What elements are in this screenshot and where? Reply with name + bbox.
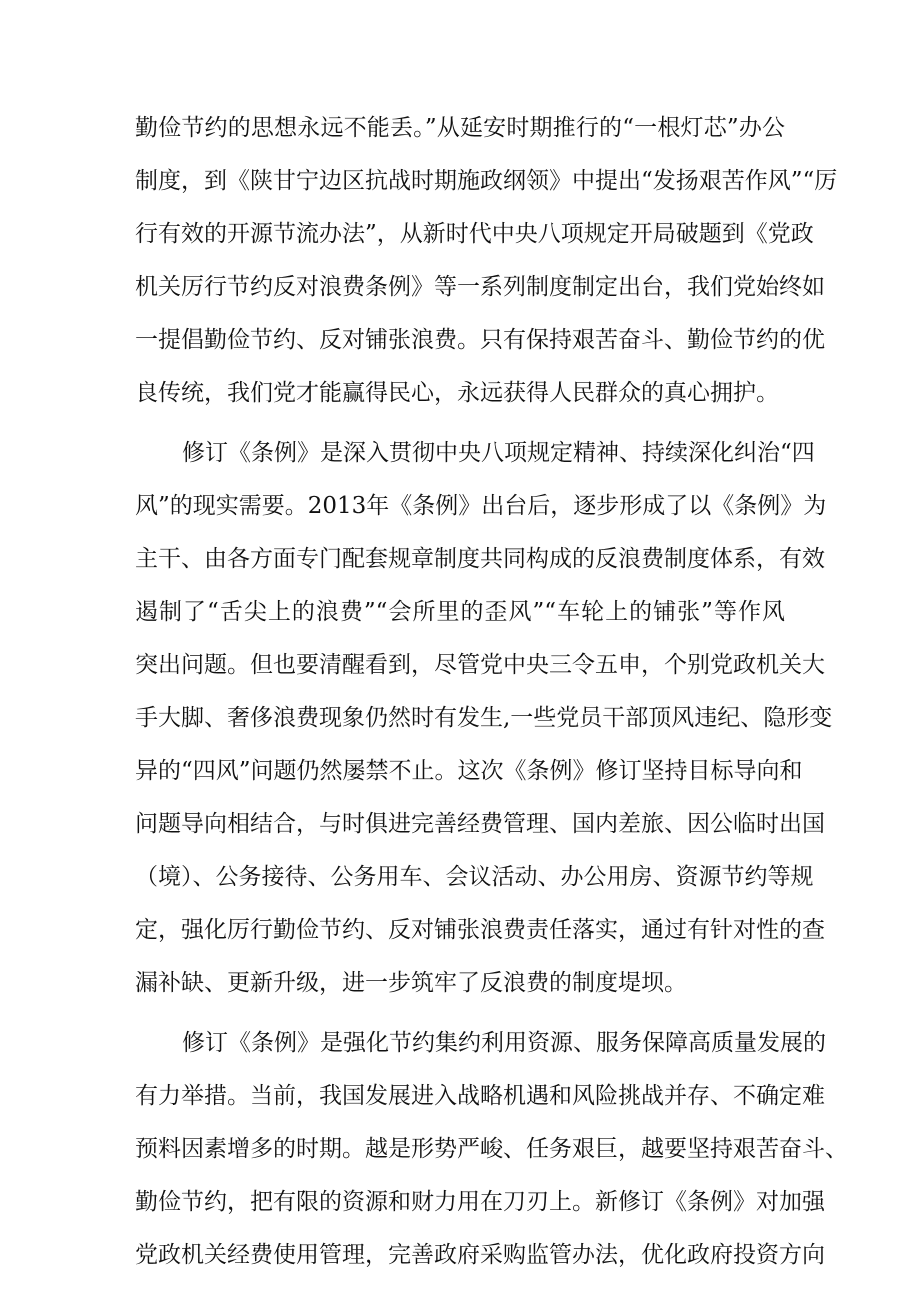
paragraph-line: 手大脚、奢侈浪费现象仍然时有发生,一些党员干部顶风违纪、隐形变 [135, 705, 833, 731]
paragraph-line: 修订《条例》是深入贯彻中央八项规定精神、持续深化纠治“四 [182, 440, 815, 466]
paragraph-line: 勤俭节约的思想永远不能丢。”从延安时期推行的“一根灯芯”办公 [135, 115, 785, 141]
paragraph-line: 风”的现实需要。2013年《条例》出台后，逐步形成了以《条例》为 [135, 493, 827, 519]
paragraph-line: 党政机关经费使用管理，完善政府采购监管办法，优化政府投资方向 [135, 1242, 825, 1268]
paragraph-line: 预料因素增多的时期。越是形势严峻、任务艰巨，越要坚持艰苦奋斗、 [135, 1136, 848, 1162]
paragraph-gap [135, 420, 785, 427]
paragraph-line: 有力举措。当前，我国发展进入战略机遇和风险挑战并存、不确定难 [135, 1083, 825, 1109]
paragraph-line: 机关厉行节约反对浪费条例》等一系列制度制定出台，我们党始终如 [135, 274, 825, 300]
document-body [135, 102, 848, 1282]
paragraph-gap [135, 1010, 785, 1017]
paragraph-line: 一提倡勤俭节约、反对铺张浪费。只有保持艰苦奋斗、勤俭节约的优 [135, 327, 825, 353]
paragraph-line: 定，强化厉行勤俭节约、反对铺张浪费责任落实，通过有针对性的查 [135, 917, 825, 943]
paragraph-line: 遏制了“舌尖上的浪费”“会所里的歪风”“车轮上的铺张”等作风 [135, 599, 785, 625]
paragraph-line: 勤俭节约，把有限的资源和财力用在刀刃上。新修订《条例》对加强 [135, 1189, 825, 1215]
paragraph-line: 问题导向相结合，与时俱进完善经费管理、国内差旅、因公临时出国 [135, 811, 825, 837]
paragraph-line: 行有效的开源节流办法”，从新时代中央八项规定开局破题到《党政 [135, 221, 814, 247]
paragraph-line: （境）、公务接待、公务用车、会议活动、办公用房、资源节约等规 [135, 864, 814, 890]
paragraph-line: 异的“四风”问题仍然屡禁不止。这次《条例》修订坚持目标导向和 [135, 758, 803, 784]
paragraph-line: 主干、由各方面专门配套规章制度共同构成的反浪费制度体系，有效 [135, 546, 825, 572]
paragraph-line: 良传统，我们党才能赢得民心，永远获得人民群众的真心拥护。 [135, 380, 779, 406]
paragraph-3 [135, 1017, 848, 1282]
paragraph-line: 漏补缺、更新升级，进一步筑牢了反浪费的制度堤坝。 [135, 970, 687, 996]
paragraph-line: 突出问题。但也要清醒看到，尽管党中央三令五申，个别党政机关大 [135, 652, 825, 678]
paragraph-1 [135, 102, 838, 420]
paragraph-2 [135, 427, 833, 1010]
paragraph-line: 制度，到《陕甘宁边区抗战时期施政纲领》中提出“发扬艰苦作风”“厉 [135, 168, 838, 194]
paragraph-line: 修订《条例》是强化节约集约利用资源、服务保障高质量发展的 [182, 1030, 826, 1056]
